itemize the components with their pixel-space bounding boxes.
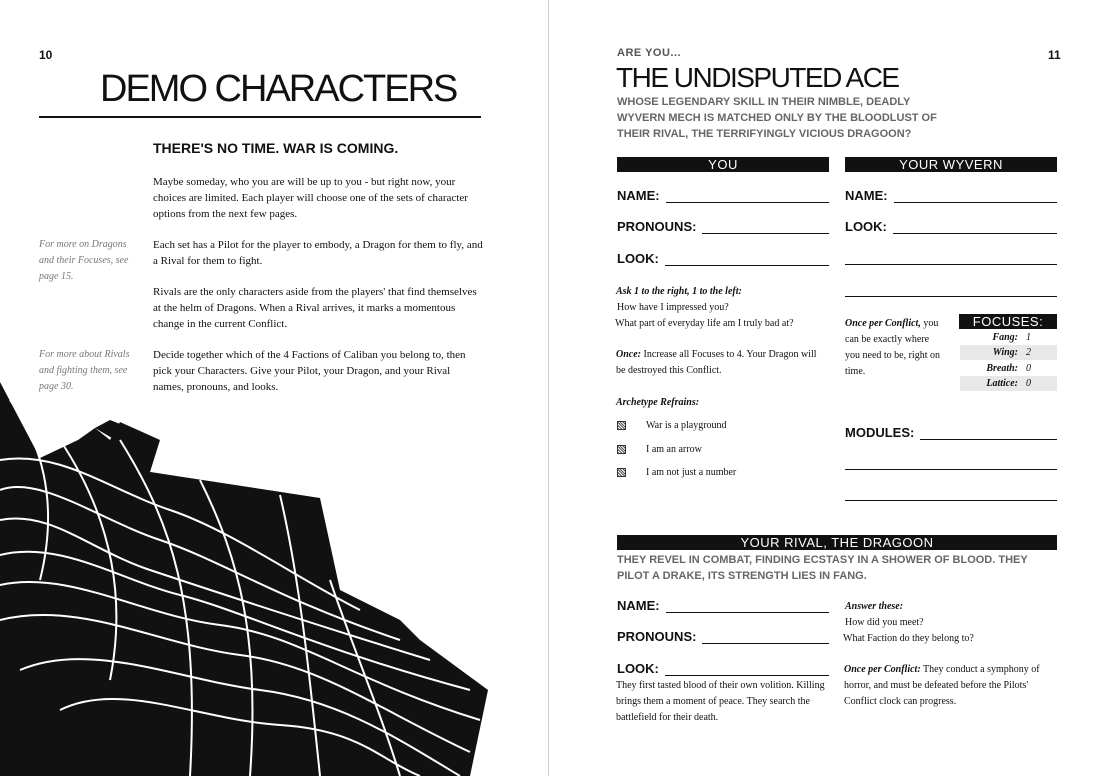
you-header: YOU bbox=[617, 157, 829, 172]
rival-once-ability bbox=[844, 662, 1058, 710]
wyvern-once-ability bbox=[845, 316, 945, 380]
focus-row-lattice: Lattice: 0 bbox=[960, 376, 1057, 391]
wyvern-once-text: you can be exactly where you need to be, right on time. bbox=[845, 318, 940, 377]
sidenote-dragons: For more on Dragons and their Focuses, see page 15. bbox=[39, 239, 129, 282]
modules-line-3[interactable] bbox=[845, 499, 1057, 501]
kicker: ARE YOU... bbox=[617, 47, 682, 59]
you-look-field[interactable] bbox=[617, 251, 829, 266]
modules-label: MODULES: bbox=[845, 425, 915, 440]
wyvern-look-field[interactable] bbox=[845, 219, 1057, 234]
section-subtitle: THERE'S NO TIME. WAR IS COMING. bbox=[153, 140, 399, 156]
you-pronouns-label: PRONOUNS: bbox=[617, 219, 697, 234]
rival-look-text: They first tasted blood of their own volition. Killing brings them a moment of peace. They search the battlefield for their death. bbox=[616, 680, 825, 723]
wyvern-look-line-3[interactable] bbox=[845, 295, 1057, 297]
wyvern-name-field[interactable] bbox=[845, 188, 1057, 203]
rival-once-label: Once per Conflict: bbox=[844, 664, 921, 675]
archetype-lead: WHOSE LEGENDARY SKILL IN THEIR NIMBLE, DEADLY WYVERN MECH IS MATCHED ONLY BY THE BLOODLUST OF THEIR RIVAL, THE TERRIFYINGLY VICIOUS DRAGOON? bbox=[617, 96, 937, 140]
refrain-item[interactable]: War is a playground bbox=[617, 420, 727, 431]
answer-question-1: How did you meet? bbox=[845, 617, 924, 628]
rivals-paragraph: Rivals are the only characters aside from the players' that find themselves at the helm of Dragons. When a Rival arrives, it marks a momentous change in the current Conflict. bbox=[153, 286, 477, 330]
refrain-item[interactable]: I am an arrow bbox=[617, 444, 702, 455]
factions-paragraph: Decide together which of the 4 Factions of Caliban you belong to, then pick your Characters. Give your Pilot, your Dragon, and your Rival names, pronouns, and looks. bbox=[153, 349, 466, 393]
checkbox-icon[interactable] bbox=[617, 445, 626, 454]
you-once-label: Once: bbox=[616, 349, 641, 360]
focus-row-fang: Fang: 1 bbox=[992, 332, 1031, 343]
you-once-ability bbox=[616, 347, 828, 379]
page-number-left: 10 bbox=[39, 48, 53, 62]
you-once-text: Increase all Focuses to 4. Your Dragon will be destroyed this Conflict. bbox=[616, 349, 817, 376]
wyvern-look-label: LOOK: bbox=[845, 219, 887, 234]
refrains-label: Archetype Refrains: bbox=[616, 397, 700, 408]
page-title: DEMO CHARACTERS bbox=[100, 68, 457, 110]
page-number-right: 11 bbox=[1048, 48, 1061, 62]
rival-lead: THEY REVEL IN COMBAT, FINDING ECSTASY IN A SHOWER OF BLOOD. THEY PILOT A DRAKE, ITS STRENGTH LIES IN FANG. bbox=[617, 554, 1028, 582]
modules-line-2[interactable] bbox=[845, 468, 1057, 470]
answer-label: Answer these: bbox=[845, 601, 904, 612]
focus-row-wing: Wing: 2 bbox=[960, 345, 1057, 360]
rival-name-field[interactable] bbox=[617, 598, 829, 613]
rival-look-field[interactable] bbox=[617, 661, 829, 676]
rival-pronouns-field[interactable] bbox=[617, 629, 829, 644]
abstract-dragon-illustration bbox=[0, 380, 490, 776]
rival-name-label: NAME: bbox=[617, 598, 660, 613]
modules-field[interactable] bbox=[845, 425, 1057, 440]
wyvern-name-label: NAME: bbox=[845, 188, 888, 203]
focuses-header: FOCUSES: bbox=[959, 314, 1057, 329]
checkbox-icon[interactable] bbox=[617, 421, 626, 430]
checkbox-icon[interactable] bbox=[617, 468, 626, 477]
wyvern-once-label: Once per Conflict, bbox=[845, 318, 921, 329]
you-name-label: NAME: bbox=[617, 188, 660, 203]
ask-question-1: How have I impressed you? bbox=[617, 302, 729, 313]
you-look-label: LOOK: bbox=[617, 251, 659, 266]
archetype-title: THE UNDISPUTED ACE bbox=[616, 62, 899, 93]
sets-paragraph: Each set has a Pilot for the player to embody, a Dragon for them to fly, and a Rival for them to fight. bbox=[153, 239, 483, 267]
rival-look-label: LOOK: bbox=[617, 661, 659, 676]
wyvern-header: YOUR WYVERN bbox=[845, 157, 1057, 172]
title-rule bbox=[39, 116, 481, 118]
focus-row-breath: Breath: 0 bbox=[986, 363, 1031, 374]
refrain-item[interactable]: I am not just a number bbox=[617, 467, 736, 478]
you-name-field[interactable] bbox=[617, 188, 829, 203]
intro-paragraph: Maybe someday, who you are will be up to you - but right now, your choices are limited. Each player will choose one of the sets of character options from the next few pages. bbox=[153, 176, 468, 220]
sidenote-rivals: For more about Rivals and fighting them, see page 30. bbox=[39, 349, 130, 392]
ask-question-2: What part of everyday life am I truly bad at? bbox=[615, 318, 794, 329]
rival-pronouns-label: PRONOUNS: bbox=[617, 629, 697, 644]
rival-once-text: They conduct a symphony of horror, and must be defeated before the Pilots' Conflict clock can progress. bbox=[844, 664, 1040, 707]
ask-label: Ask 1 to the right, 1 to the left: bbox=[616, 286, 742, 297]
rival-header: YOUR RIVAL, THE DRAGOON bbox=[617, 535, 1057, 550]
you-pronouns-field[interactable] bbox=[617, 219, 829, 234]
wyvern-look-line-2[interactable] bbox=[845, 263, 1057, 265]
answer-question-2: What Faction do they belong to? bbox=[843, 633, 974, 644]
